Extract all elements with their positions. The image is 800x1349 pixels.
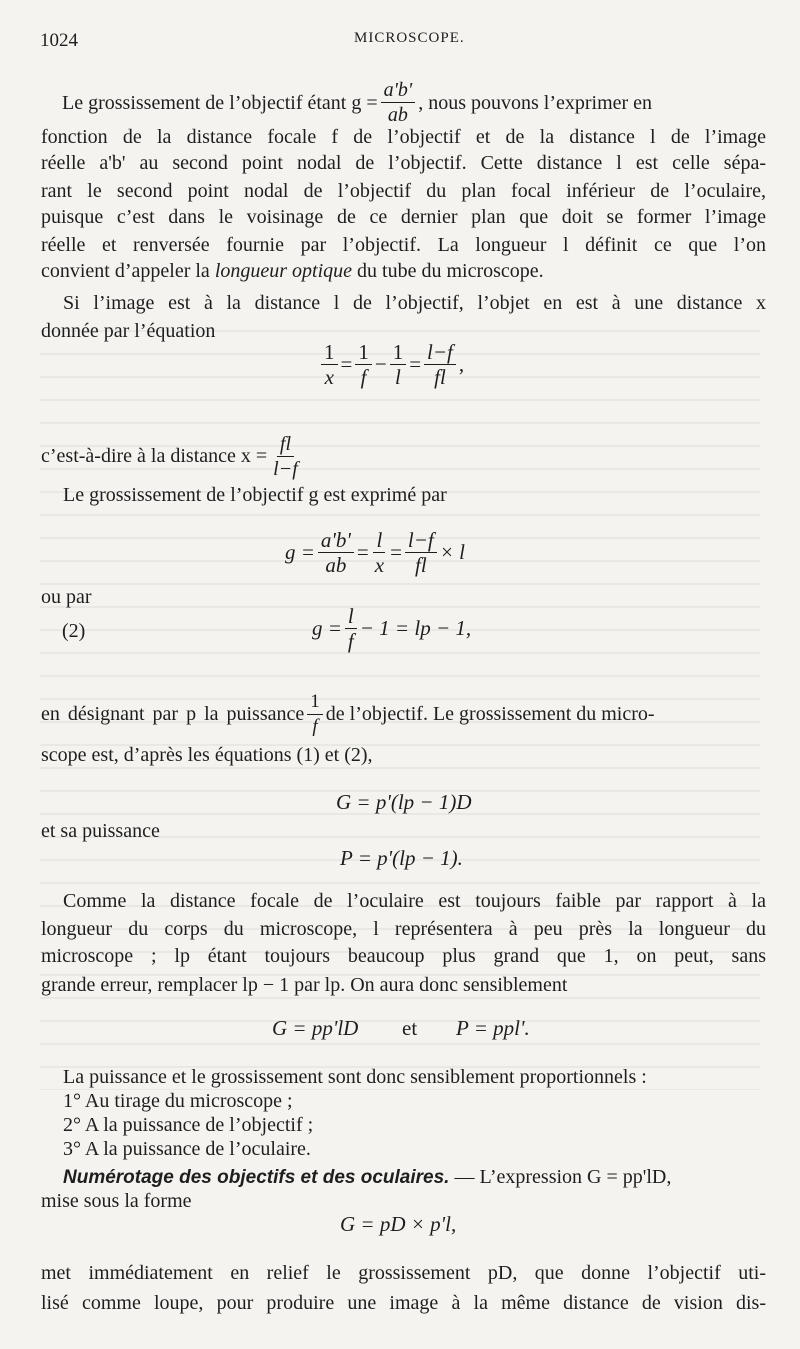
- denominator: f: [347, 629, 354, 653]
- fraction: [345, 604, 357, 653]
- fraction: [381, 78, 416, 127]
- magnification-equation: g = $\frac{a'b'}{ab}$ = $\frac{l}{x}$ = $\frac{l-f}{fl}$ × l: [285, 528, 466, 577]
- text-segment: — L’expression G = pp'lD,: [454, 1166, 672, 1188]
- text-line: Si l’image est à la distance l de l’objectif, l’objet en est à une distance x: [63, 292, 766, 314]
- power-formula: P = p'(lp − 1).: [340, 846, 463, 870]
- numerator: l: [373, 528, 385, 553]
- denominator: x: [374, 553, 385, 577]
- fraction: [318, 528, 354, 577]
- text-segment: du tube du microscope.: [357, 260, 544, 282]
- denominator: f: [312, 715, 318, 737]
- lens-equation: $\frac{1}{x}$ = $\frac{1}{f}$ − $\frac{1}{l}$ = $\frac{l-f}{fl}$ ,: [318, 340, 464, 389]
- text-segment: , nous pouvons l’exprimer en: [418, 91, 653, 114]
- text-line: [63, 1164, 766, 1191]
- fraction: [405, 528, 437, 577]
- section-heading: Numérotage des objectifs et des oculaires.: [63, 1167, 450, 1188]
- denominator: x: [324, 365, 334, 389]
- equation-number: (2): [62, 620, 86, 642]
- text-line: donnée par l’équation: [41, 320, 216, 342]
- text-line: La puissance et le grossissement sont donc sensiblement proportionnels :: [63, 1066, 647, 1088]
- numerator: l−f: [405, 528, 437, 553]
- fraction: [321, 340, 338, 389]
- denominator: l−f: [273, 457, 298, 480]
- text-line: Le grossissement de l’objectif g est exprimé par: [63, 484, 447, 506]
- denominator: fl: [434, 365, 446, 389]
- running-title: MICROSCOPE.: [354, 30, 465, 46]
- text-line: réelle et renversée fournie par l’objectif. La longueur l définit ce que l’on: [41, 234, 766, 256]
- fraction: [270, 432, 301, 481]
- numerator: l: [345, 604, 357, 629]
- numerator: 1: [390, 340, 407, 365]
- text-line: [41, 426, 766, 486]
- numerator: a'b': [318, 528, 354, 553]
- simplified-power: P = ppl'.: [456, 1016, 530, 1040]
- formula-lhs: g =: [285, 540, 315, 564]
- formula-tail: − 1 = lp − 1,: [359, 616, 472, 640]
- numerator: 1: [307, 690, 323, 715]
- simplified-magnification: G = pp'lD: [272, 1016, 359, 1040]
- fraction: [372, 528, 387, 577]
- fraction: [390, 340, 407, 389]
- text-line: réelle a'b' au second point nodal de l’objectif. Cette distance l est celle sépa-: [41, 152, 766, 174]
- text-line: Comme la distance focale de l’oculaire est toujours faible par rapport à la: [63, 890, 766, 912]
- text-line: scope est, d’après les équations (1) et (2),: [41, 744, 373, 766]
- text-line: met immédiatement en relief le grossissement pD, que donne l’objectif uti-: [41, 1262, 766, 1284]
- emphasis: longueur optique: [214, 260, 353, 282]
- denominator: ab: [325, 553, 347, 577]
- denominator: ab: [387, 104, 408, 126]
- text-line: [41, 258, 766, 284]
- magnification-formula: G = p'(lp − 1)D: [336, 790, 472, 814]
- page-number: 1024: [40, 30, 78, 51]
- numerator: 1: [355, 340, 372, 365]
- text-line: grande erreur, remplacer lp − 1 par lp. On aura donc sensiblement: [41, 974, 568, 996]
- conjunction: et: [402, 1016, 418, 1040]
- text-line: lisé comme loupe, pour produire une image à la même distance de vision dis-: [41, 1292, 766, 1314]
- magnification-equation-2: [312, 604, 471, 653]
- formula-tail: × l: [439, 540, 466, 564]
- text-line: et sa puissance: [41, 820, 160, 842]
- final-formula: G = pD × p'l,: [340, 1212, 457, 1236]
- fraction: [424, 340, 456, 389]
- denominator: f: [360, 365, 367, 389]
- text-line: mise sous la forme: [41, 1190, 192, 1212]
- denominator: l: [395, 365, 401, 389]
- text-segment: en désignant par p la puissance: [41, 703, 305, 725]
- text-segment: convient d’appeler la: [41, 260, 210, 282]
- text-segment: Le grossissement de l’objectif étant g =: [62, 91, 378, 114]
- text-line: [41, 688, 766, 740]
- numerator: a'b': [381, 78, 416, 103]
- fraction: [307, 690, 323, 739]
- text-line: rant le second point nodal de l’objectif du plan focal inférieur de l’oculaire,: [41, 180, 766, 202]
- list-item: 1° Au tirage du microscope ;: [63, 1090, 293, 1112]
- denominator: fl: [415, 553, 427, 577]
- numerator: fl: [277, 432, 294, 457]
- numerator: 1: [321, 340, 338, 365]
- text-line: fonction de la distance focale f de l’objectif et de la distance l de l’image: [41, 126, 766, 148]
- text-line: microscope ; lp étant toujours beaucoup plus grand que 1, on peut, sans: [41, 945, 766, 967]
- formula-lhs: g =: [312, 616, 342, 640]
- text-segment: c’est-à-dire à la distance x =: [41, 445, 268, 467]
- text-segment: de l’objectif. Le grossissement du micro-: [325, 703, 655, 725]
- fraction: [355, 340, 372, 389]
- numerator: l−f: [424, 340, 456, 365]
- list-item: 3° A la puissance de l’oculaire.: [63, 1138, 311, 1160]
- text-line: longueur du corps du microscope, l représentera à peu près la longueur du: [41, 918, 766, 940]
- text-line: puisque c’est dans le voisinage de ce dernier plan que doit se former l’image: [41, 206, 766, 228]
- text-line: [62, 78, 787, 127]
- text-line: ou par: [41, 586, 92, 608]
- list-item: 2° A la puissance de l’objectif ;: [63, 1114, 314, 1136]
